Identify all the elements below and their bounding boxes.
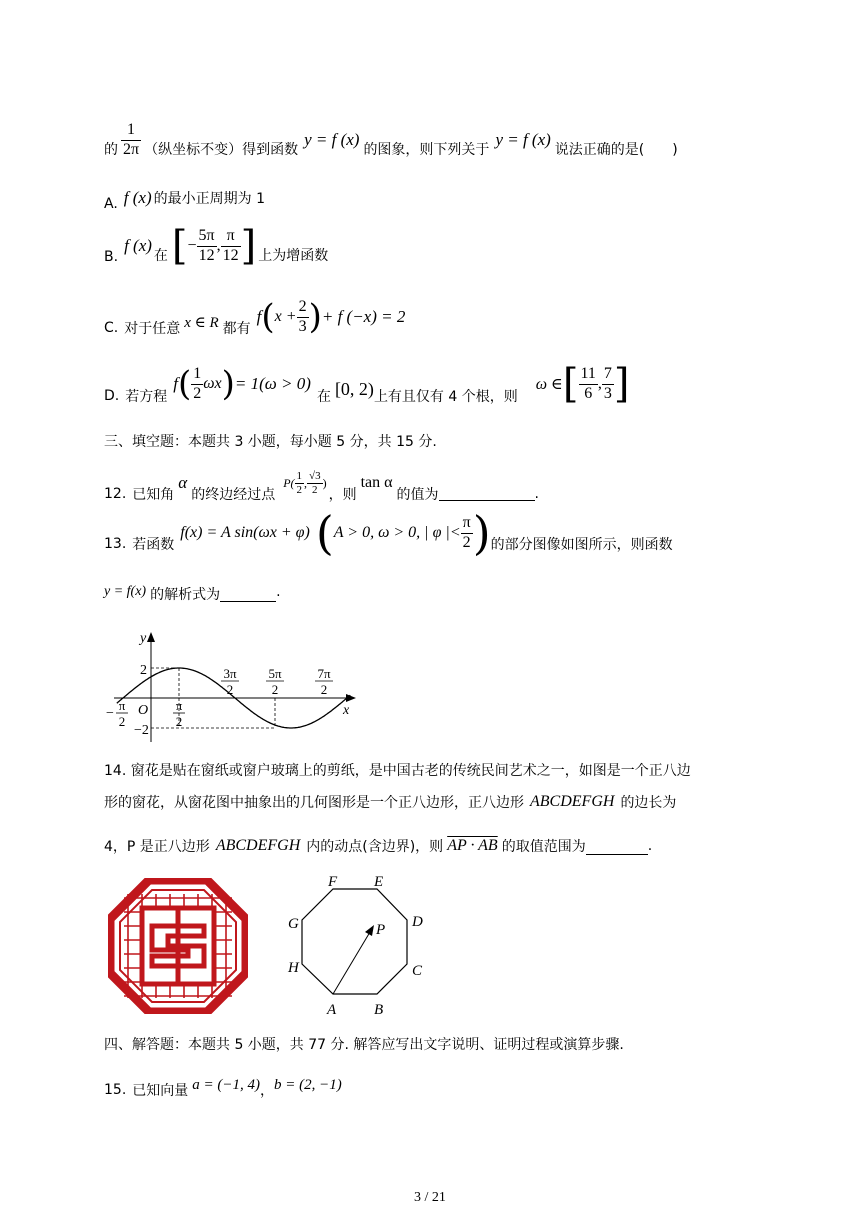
vertex-b: B [374,1002,384,1018]
section-3-heading: 三、填空题：本题共 3 小题，每小题 5 分，共 15 分. [104,434,437,450]
tick-neg-pi-den: 2 [118,714,126,729]
option-a: A. f (x) 的最小正周期为 1 [104,188,265,212]
vertex-g: G [288,916,299,932]
vector-ap [333,932,370,994]
top-expr2: y = f (x) [495,130,551,149]
vertex-h: H [288,960,299,976]
vertex-f: F [328,874,338,890]
origin-label: O [138,703,149,718]
window-flower-image [108,878,248,1014]
top-fraction: $\frac{1}{2\pi}$ [123,121,140,158]
top-line [104,114,678,166]
section-4-heading: 四、解答题：本题共 5 小题，共 77 分. 解答应写出文字说明、证明过程或演算步骤. [104,1037,624,1053]
ytick-neg2: −2 [134,723,149,738]
question-12: 12. 已知角 α 的终边经过点 P( $\frac{1}{2}$ , $\frac{√3}{2}$ ) ，则 tan α 的值为 . [104,469,539,503]
vector-dot-product: AP · AB [447,837,498,854]
tick-pi-num: π [175,698,183,713]
point-p: P [376,922,386,938]
octagon-diagram [280,866,440,1022]
top-expr1: y = f (x) [304,130,360,149]
top-mid: 的图象，则下列关于 [363,142,490,158]
tick-neg-sign: − [106,706,114,721]
ytick-2: 2 [140,663,147,678]
tick-7pi-den: 2 [320,682,328,697]
top-note: （纵坐标不变）得到函数 [144,142,299,158]
question-13-line2: y = f(x) 的解析式为 . [104,584,281,603]
vertex-c: C [412,963,423,979]
option-b: B. f (x) 在 [ − $\frac{5\pi}{12}$ , $\frac{\pi}{12}$ ] 上为增函数 [104,223,329,269]
option-c: C. 对于任意 x ∈ R 都有 f ( x + $\frac{2}{3}$ ) + f (−x) = 2 [104,297,406,337]
tick-3pi-num: 3π [223,666,237,681]
tick-neg-pi-num: π [118,698,126,713]
y-label: y [140,631,147,646]
top-suffix: 说法正确的是( ) [554,142,678,158]
sine-graph [100,626,370,744]
vertex-e: E [374,874,384,890]
q12-answer-blank[interactable] [439,482,535,501]
vector-b: b = (2, −1) [274,1076,342,1093]
tick-7pi-num: 7π [317,666,331,681]
vertex-a: A [327,1002,337,1018]
q14-answer-blank[interactable] [586,838,648,855]
x-label: x [343,703,350,718]
y-axis-arrow [147,632,155,642]
tick-pi-den: 2 [175,714,183,729]
question-15: 15. 已知向量 a = (−1, 4) ， b = (2, −1) [104,1076,342,1099]
question-14-line3: 4，P 是正八边形 ABCDEFGH 内的动点(含边界)，则 AP · AB 的取值范围为 . [104,837,653,855]
octagon-shape [302,889,407,994]
page-number: 3 / 21 [414,1190,446,1205]
question-13: 13. 若函数 f(x) = A sin(ωx + φ) ( A > 0, ω > 0, | φ |< $\frac{\pi}{2}$ ) 的部分图像如图所示，则函数 [104,506,673,560]
tick-3pi-den: 2 [226,682,234,697]
option-d: D. 若方程 f ( $\frac{1}{2}$ ωx ) = 1(ω > 0) 在 [0, 2) 上有且仅有 4 个根，则 ω ∈ [ $\frac{11}{6}$ , $\frac{7}{3}$ ] [104,361,630,407]
vector-ap-arrow [365,925,374,936]
q13-answer-blank[interactable] [220,583,276,602]
tick-5pi-den: 2 [271,682,279,697]
top-prefix: 的 [104,142,118,158]
vector-a: a = (−1, 4) [192,1076,260,1093]
question-14-line2: 形的窗花，从窗花图中抽象出的几何图形是一个正八边形，正八边形 ABCDEFGH 的边长为 [104,793,677,811]
vertex-d: D [412,914,423,930]
tick-5pi-num: 5π [268,666,282,681]
question-14-line1: 14. 窗花是贴在窗纸或窗户玻璃上的剪纸，是中国古老的传统民间艺术之一，如图是一个正八边 [104,763,691,779]
